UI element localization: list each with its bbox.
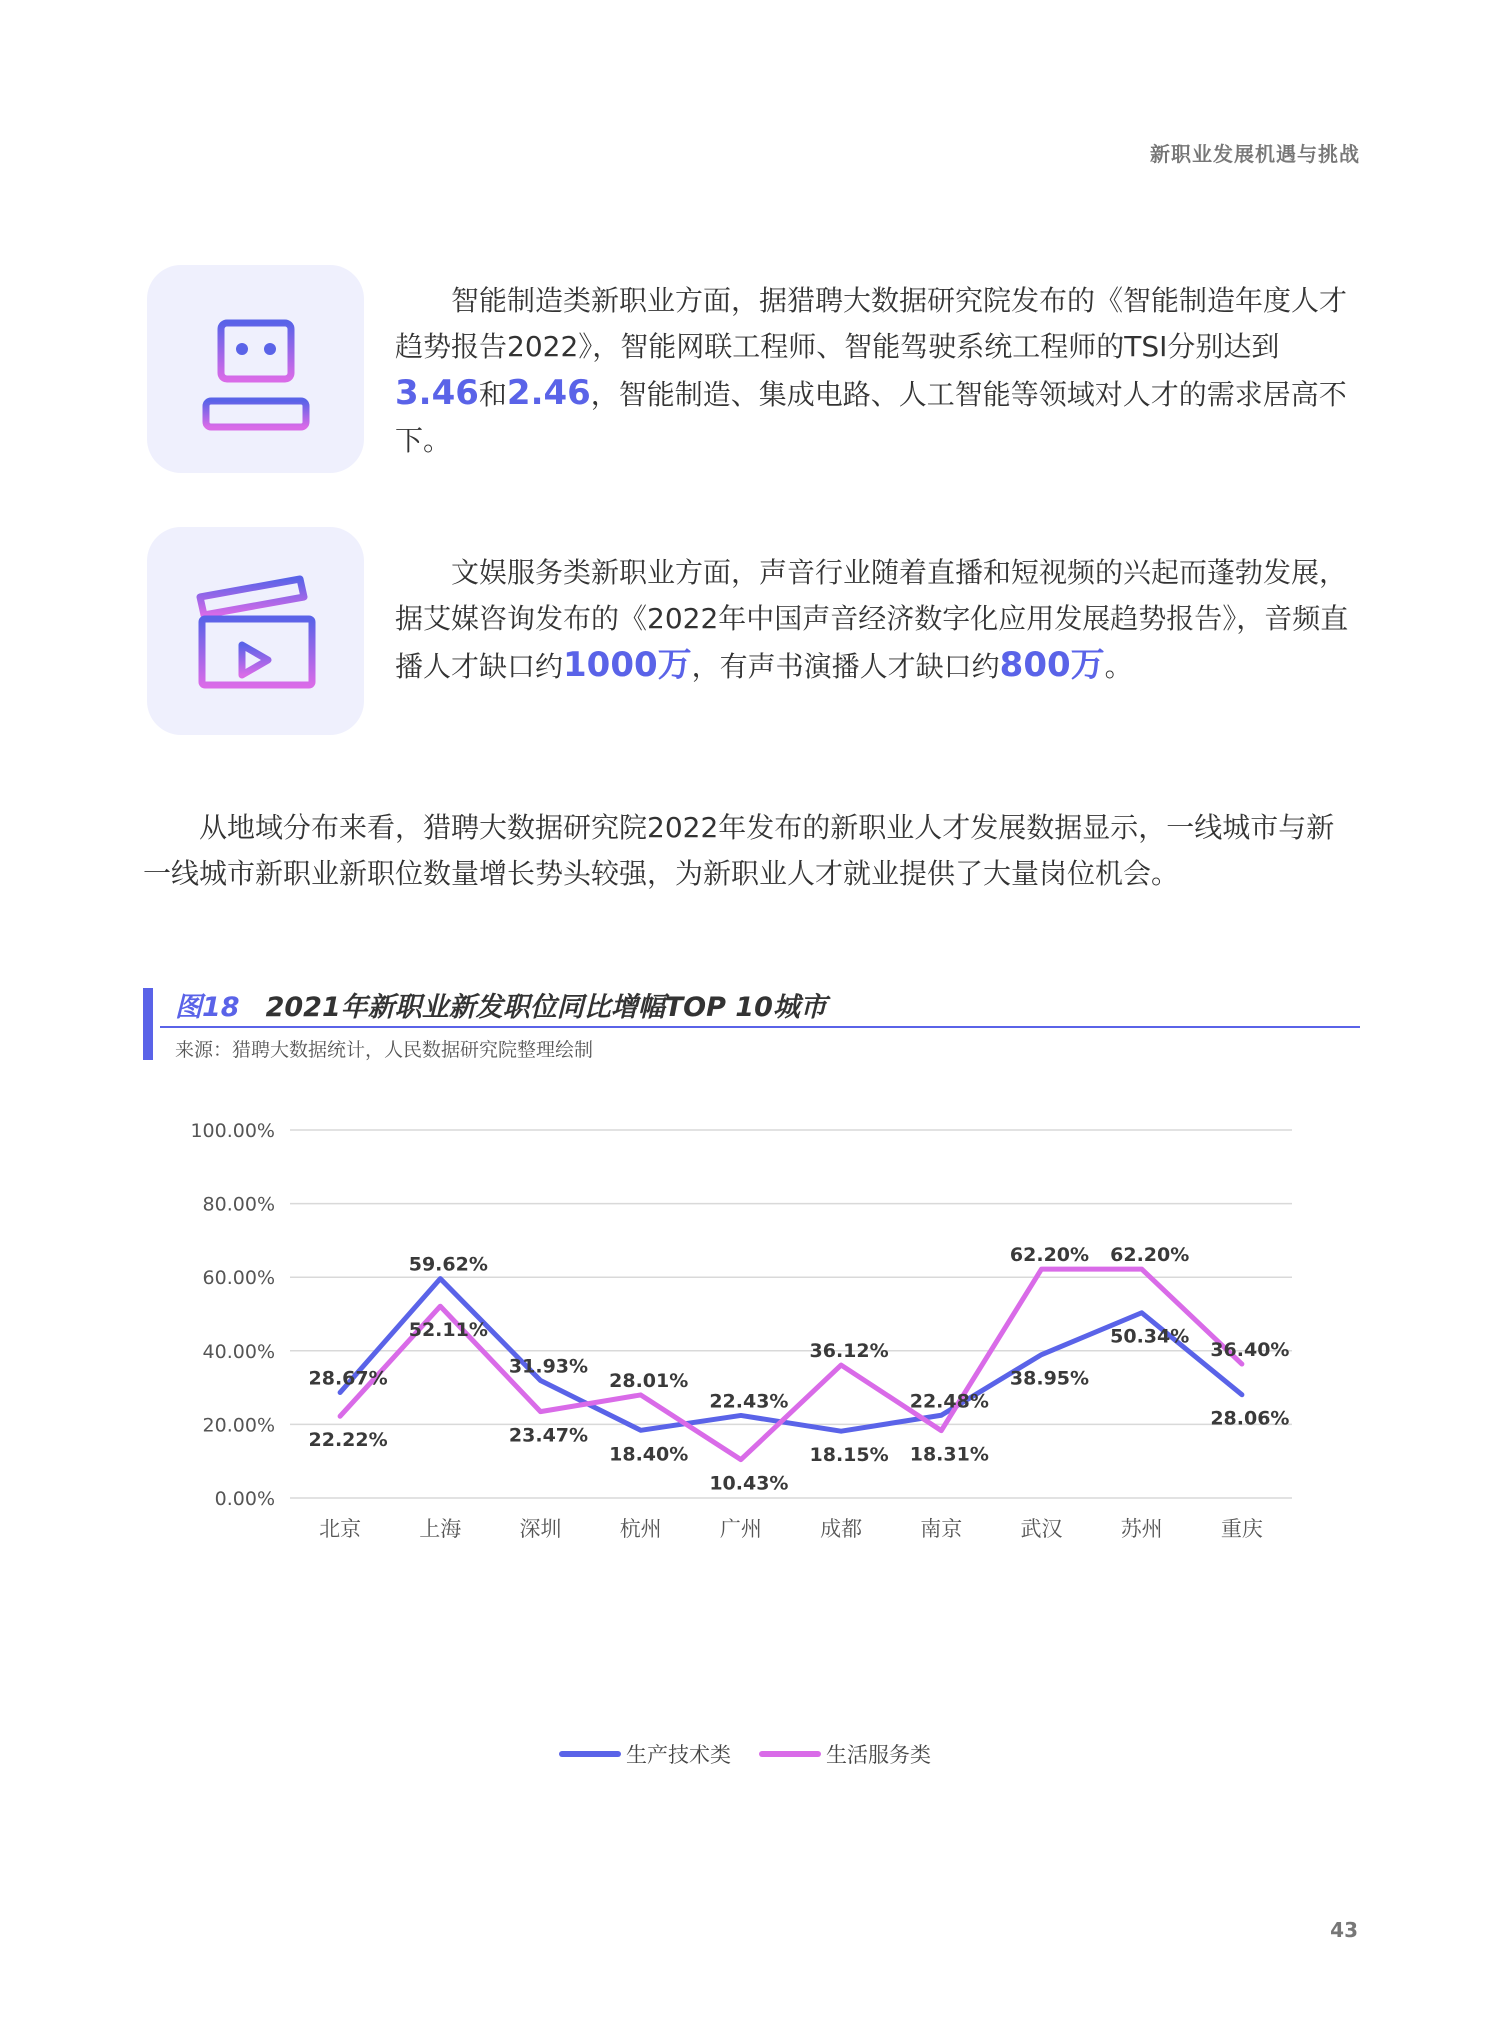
x-tick-label: 北京 bbox=[319, 1517, 362, 1541]
data-label: 50.34% bbox=[1110, 1325, 1190, 1348]
clapperboard-icon-card bbox=[147, 527, 364, 735]
figure-number: 图18 bbox=[175, 992, 240, 1023]
data-label: 28.01% bbox=[609, 1369, 689, 1392]
x-tick-label: 上海 bbox=[419, 1517, 462, 1541]
x-tick-label: 重庆 bbox=[1220, 1517, 1263, 1541]
data-label: 62.20% bbox=[1009, 1244, 1090, 1267]
highlight-value: 1000万 bbox=[563, 645, 692, 685]
data-label: 52.11% bbox=[408, 1319, 488, 1342]
y-tick-label: 100.00% bbox=[190, 1120, 275, 1142]
x-tick-label: 广州 bbox=[719, 1517, 762, 1541]
paragraph-smart-manufacturing: 智能制造类新职业方面，据猎聘大数据研究院发布的《智能制造年度人才趋势报告2022》，智能网联工程师、智能驾驶系统工程师的TSI分别达到3.46和2.46，智能制造、集成电路、人工智能等领域对人才的需求居高不下。 bbox=[395, 284, 1348, 457]
x-tick-label: 深圳 bbox=[519, 1517, 562, 1541]
robot-icon-card bbox=[147, 265, 364, 473]
data-label: 22.22% bbox=[308, 1429, 388, 1452]
data-label: 28.67% bbox=[308, 1367, 388, 1390]
y-tick-label: 40.00% bbox=[202, 1340, 275, 1363]
data-label: 18.40% bbox=[609, 1443, 689, 1466]
data-label: 23.47% bbox=[508, 1424, 589, 1447]
data-label: 18.31% bbox=[909, 1443, 989, 1466]
paragraph-regional-distribution: 从地域分布来看，猎聘大数据研究院2022年发布的新职业人才发展数据显示，一线城市与新一线城市新职业新职位数量增长势头较强，为新职业人才就业提供了大量岗位机会。 bbox=[143, 811, 1335, 890]
line-chart bbox=[0, 1090, 1500, 1810]
clapperboard-icon bbox=[186, 561, 326, 701]
paragraph-entertainment-services: 文娱服务类新职业方面，声音行业随着直播和短视频的兴起而蓬勃发展，据艾媒咨询发布的《2022年中国声音经济数字化应用发展趋势报告》，音频直播人才缺口约1000万，有声书演播人才缺口约800万。 bbox=[395, 556, 1349, 685]
figure-accent-bar bbox=[143, 988, 153, 1060]
highlight-value: 800万 bbox=[999, 645, 1105, 685]
figure-divider bbox=[160, 1026, 1360, 1028]
data-label: 10.43% bbox=[709, 1472, 789, 1495]
data-label: 31.93% bbox=[508, 1355, 589, 1378]
figure-title: 图18 2021年新职业新发职位同比增幅TOP 10城市 bbox=[175, 992, 827, 1023]
data-label: 36.40% bbox=[1210, 1339, 1290, 1362]
figure-source: 来源：猎聘大数据统计，人民数据研究院整理绘制 bbox=[175, 1039, 594, 1061]
x-tick-label: 杭州 bbox=[619, 1517, 662, 1541]
highlight-value: 3.46 bbox=[395, 373, 479, 413]
x-tick-label: 南京 bbox=[920, 1517, 963, 1541]
x-tick-label: 武汉 bbox=[1020, 1517, 1063, 1541]
data-label: 62.20% bbox=[1110, 1244, 1190, 1267]
page-number: 43 bbox=[1330, 1918, 1358, 1942]
data-label: 22.48% bbox=[909, 1390, 989, 1413]
legend-label-2: 生活服务类 bbox=[826, 1743, 931, 1767]
series-line-2 bbox=[340, 1269, 1242, 1460]
data-label: 59.62% bbox=[408, 1253, 488, 1276]
running-header: 新职业发展机遇与挑战 bbox=[1150, 142, 1360, 166]
highlight-value: 2.46 bbox=[506, 373, 591, 413]
y-tick-label: 20.00% bbox=[202, 1414, 275, 1437]
x-tick-label: 苏州 bbox=[1120, 1517, 1163, 1541]
data-label: 38.95% bbox=[1009, 1367, 1090, 1390]
data-label: 28.06% bbox=[1210, 1407, 1290, 1430]
data-label: 36.12% bbox=[809, 1340, 889, 1363]
data-label: 18.15% bbox=[809, 1444, 889, 1467]
x-tick-label: 成都 bbox=[820, 1517, 863, 1541]
y-tick-label: 60.00% bbox=[202, 1267, 275, 1290]
y-tick-label: 0.00% bbox=[214, 1488, 275, 1510]
y-tick-label: 80.00% bbox=[202, 1193, 275, 1216]
legend-label-1: 生产技术类 bbox=[626, 1743, 731, 1767]
robot-icon bbox=[186, 299, 326, 439]
data-label: 22.43% bbox=[709, 1390, 789, 1413]
series-line-1 bbox=[340, 1279, 1242, 1432]
